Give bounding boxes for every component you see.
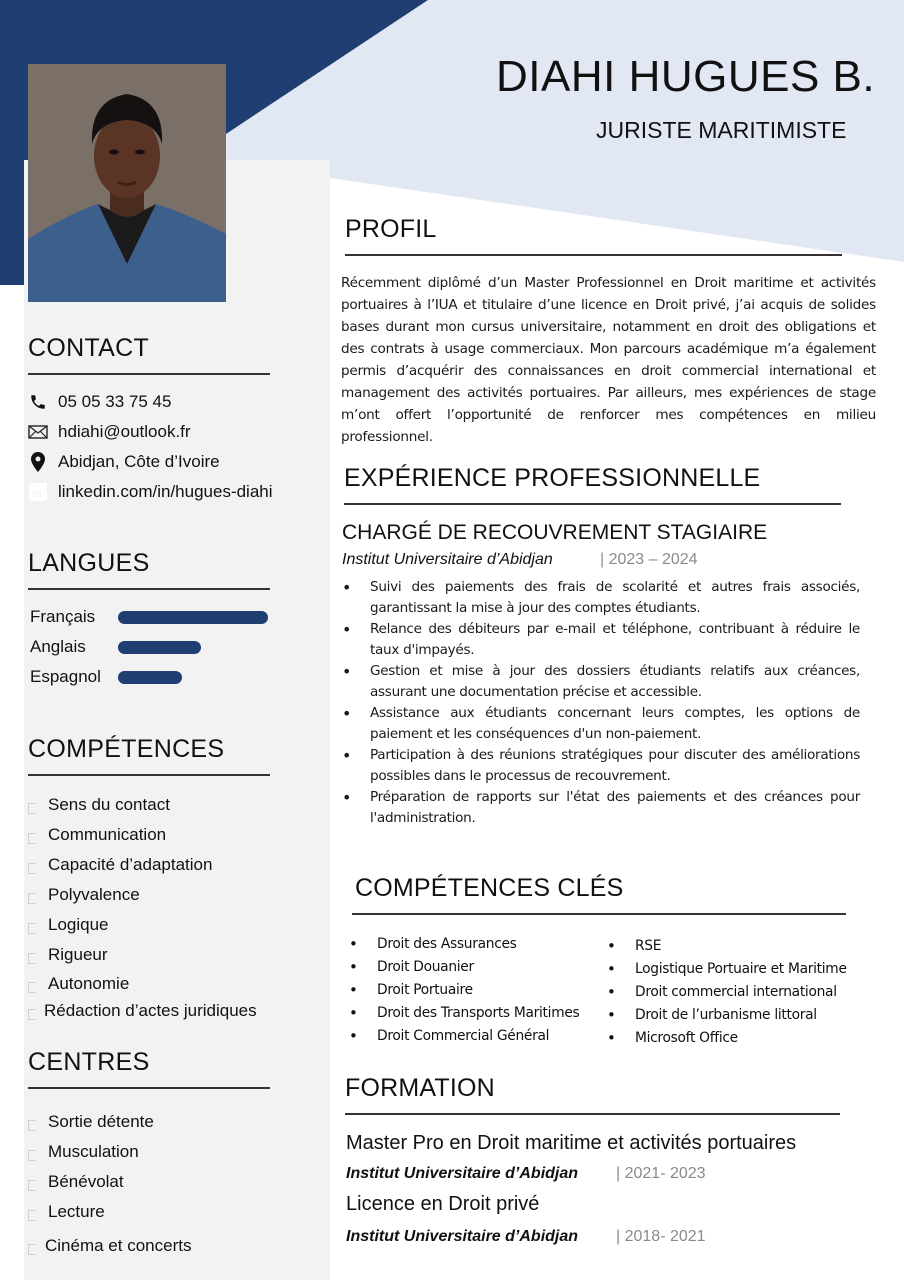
experience-institution: Institut Universitaire d’Abidjan: [342, 551, 553, 568]
interest-item: [28, 1167, 273, 1197]
experience-entry: [342, 521, 864, 829]
contact-email[interactable]: [28, 417, 273, 447]
key-skill-item: • Droit des Assurances: [349, 933, 607, 956]
checkbox-icon: [28, 982, 36, 993]
key-skill-item: • Droit de l’urbanisme littoral: [607, 1004, 847, 1027]
key-skills-col-2: [607, 935, 847, 1050]
checkbox-icon: [28, 1150, 36, 1161]
education-institution: Institut Universitaire d’Abidjan: [346, 1165, 579, 1182]
checkbox-icon: [28, 1009, 36, 1020]
languages-heading: LANGUES: [28, 549, 150, 577]
interest-label: Musculation: [48, 1142, 139, 1161]
education-heading: FORMATION: [345, 1074, 495, 1102]
interest-item: [28, 1231, 273, 1261]
linkedin-icon: [28, 482, 48, 502]
language-item: [28, 602, 273, 632]
skill-label: Sens du contact: [48, 795, 170, 814]
skill-item: [28, 850, 273, 880]
checkbox-icon: [28, 1180, 36, 1191]
section-divider: [28, 774, 270, 776]
key-skill-item: • Droit Commercial Général: [349, 1025, 607, 1048]
skill-label: Rédaction d’actes juridiques: [44, 1001, 257, 1020]
checkbox-icon: [28, 1210, 36, 1221]
contact-location: [28, 447, 273, 477]
contact-phone-text: 05 05 33 75 45: [58, 392, 172, 411]
skills-section: [28, 735, 273, 1024]
skill-item: [28, 910, 273, 940]
candidate-name: DIAHI HUGUES B.: [496, 52, 876, 101]
interest-item: [28, 1137, 273, 1167]
interests-section: [28, 1048, 273, 1261]
contact-heading: CONTACT: [28, 334, 150, 362]
education-years: | 2018- 2021: [616, 1228, 706, 1245]
education-entry: [346, 1132, 845, 1183]
experience-section: [344, 464, 864, 829]
skill-item: [28, 880, 273, 910]
education-years: | 2021- 2023: [616, 1165, 706, 1182]
checkbox-icon: [28, 1244, 36, 1255]
checkbox-icon: [28, 803, 36, 814]
key-skills-heading: COMPÉTENCES CLÉS: [355, 874, 624, 902]
key-skill-item: • Droit Portuaire: [349, 979, 607, 1002]
skill-label: Capacité d’adaptation: [48, 855, 213, 874]
skill-item: [28, 790, 273, 820]
section-divider: [344, 503, 841, 505]
contact-linkedin[interactable]: [28, 477, 273, 507]
language-level-bar: [118, 671, 182, 684]
key-skill-item: • Logistique Portuaire et Maritime: [607, 958, 847, 981]
education-degree: Licence en Droit privé: [346, 1193, 540, 1215]
experience-bullets: [342, 577, 860, 829]
profile-section: [341, 215, 877, 448]
svg-text:in: in: [32, 488, 42, 500]
language-label: Anglais: [30, 637, 86, 656]
interest-item: [28, 1107, 273, 1137]
experience-bullet: • Participation à des réunions stratégiques pour discuter des améliorations possibles dans le processus de recouvrement.: [342, 745, 860, 787]
experience-bullet: • Gestion et mise à jour des dossiers étudiants relatifs aux créances, assurant une documentation précise et accessible.: [342, 661, 860, 703]
key-skill-item: • Droit Douanier: [349, 956, 607, 979]
candidate-job-title: JURISTE MARITIMISTE: [596, 117, 847, 143]
section-divider: [28, 588, 270, 590]
interest-item: [28, 1197, 273, 1227]
phone-icon: [28, 392, 48, 412]
section-divider: [28, 1087, 270, 1089]
experience-bullet: • Relance des débiteurs par e-mail et téléphone, contribuant à réduire le taux d'impayés.: [342, 619, 860, 661]
education-degree: Master Pro en Droit maritime et activités portuaires: [346, 1132, 797, 1154]
section-divider: [28, 373, 270, 375]
education-entry: [346, 1193, 845, 1246]
skill-label: Communication: [48, 825, 167, 844]
experience-heading: EXPÉRIENCE PROFESSIONNELLE: [344, 464, 761, 492]
language-item: [28, 632, 273, 662]
experience-meta: [342, 551, 864, 569]
key-skills-section: [352, 874, 852, 1050]
skill-label: Rigueur: [48, 945, 108, 964]
checkbox-icon: [28, 863, 36, 874]
section-divider: [345, 1113, 840, 1115]
profile-heading: PROFIL: [345, 215, 437, 243]
contact-section: [28, 334, 273, 507]
language-level-bar: [118, 611, 268, 624]
education-meta: [346, 1228, 845, 1246]
interest-label: Sortie détente: [48, 1112, 154, 1131]
skill-item: [28, 998, 273, 1024]
key-skill-item: • RSE: [607, 935, 847, 958]
skill-item: [28, 970, 273, 998]
skill-label: Logique: [48, 915, 109, 934]
education-section: [345, 1074, 845, 1246]
checkbox-icon: [28, 923, 36, 934]
education-institution: Institut Universitaire d’Abidjan: [346, 1228, 579, 1245]
portrait-illustration: [28, 64, 226, 302]
experience-bullet: • Assistance aux étudiants concernant leurs comptes, les options de paiement et les conséquences d'un non-paiement.: [342, 703, 860, 745]
experience-bullet: • Préparation de rapports sur l'état des paiements et des créances pour l'administration.: [342, 787, 860, 829]
language-label: Espagnol: [30, 667, 101, 686]
key-skill-item: • Droit des Transports Maritimes: [349, 1002, 607, 1025]
language-item: [28, 662, 273, 692]
experience-years: | 2023 – 2024: [600, 551, 698, 568]
checkbox-icon: [28, 893, 36, 904]
contact-phone[interactable]: [28, 387, 273, 417]
contact-email-text: hdiahi@outlook.fr: [58, 422, 191, 441]
key-skills-col-1: [349, 933, 607, 1050]
skills-heading: COMPÉTENCES: [28, 735, 225, 763]
section-divider: [345, 254, 842, 256]
interests-heading: CENTRES: [28, 1048, 150, 1076]
checkbox-icon: [28, 953, 36, 964]
checkbox-icon: [28, 833, 36, 844]
profile-summary: Récemment diplômé d’un Master Professionnel en Droit maritime et activités portuaires à l’IUA et titulaire d’une licence en Droit privé, j’ai acquis de solides bases durant mon cursus universitaire, notamment en droit des obligations et des contrats à usage commerciaux. Mon parcours académique m’a également permis d’acquérir des connaissances en droit commercial international et management des activités portuaires. Par ailleurs, mes expériences de stage m’ont offert l’opportunité de renforcer mes compétences en milieu professionnel.: [341, 275, 876, 445]
map-pin-icon: [28, 452, 48, 472]
interest-label: Bénévolat: [48, 1172, 124, 1191]
skill-item: [28, 820, 273, 850]
skill-item: [28, 940, 273, 970]
checkbox-icon: [28, 1120, 36, 1131]
interest-label: Lecture: [48, 1202, 105, 1221]
key-skill-item: • Microsoft Office: [607, 1027, 847, 1050]
contact-linkedin-text: linkedin.com/in/hugues-diahi: [58, 482, 273, 501]
envelope-icon: [28, 422, 48, 442]
skill-label: Autonomie: [48, 974, 130, 993]
contact-location-text: Abidjan, Côte d’Ivoire: [58, 452, 220, 471]
section-divider: [352, 913, 846, 915]
language-label: Français: [30, 607, 96, 626]
languages-section: [28, 549, 273, 692]
profile-photo: [28, 64, 226, 302]
interest-label: Cinéma et concerts: [45, 1236, 192, 1255]
experience-bullet: • Suivi des paiements des frais de scolarité et autres frais associés, garantissant la mise à jour des comptes étudiants.: [342, 577, 860, 619]
experience-job-title: CHARGÉ DE RECOUVREMENT STAGIAIRE: [342, 521, 768, 544]
key-skill-item: • Droit commercial international: [607, 981, 847, 1004]
key-skills-columns: [349, 933, 852, 1050]
skill-label: Polyvalence: [48, 885, 140, 904]
education-meta: [346, 1165, 845, 1183]
language-level-bar: [118, 641, 201, 654]
